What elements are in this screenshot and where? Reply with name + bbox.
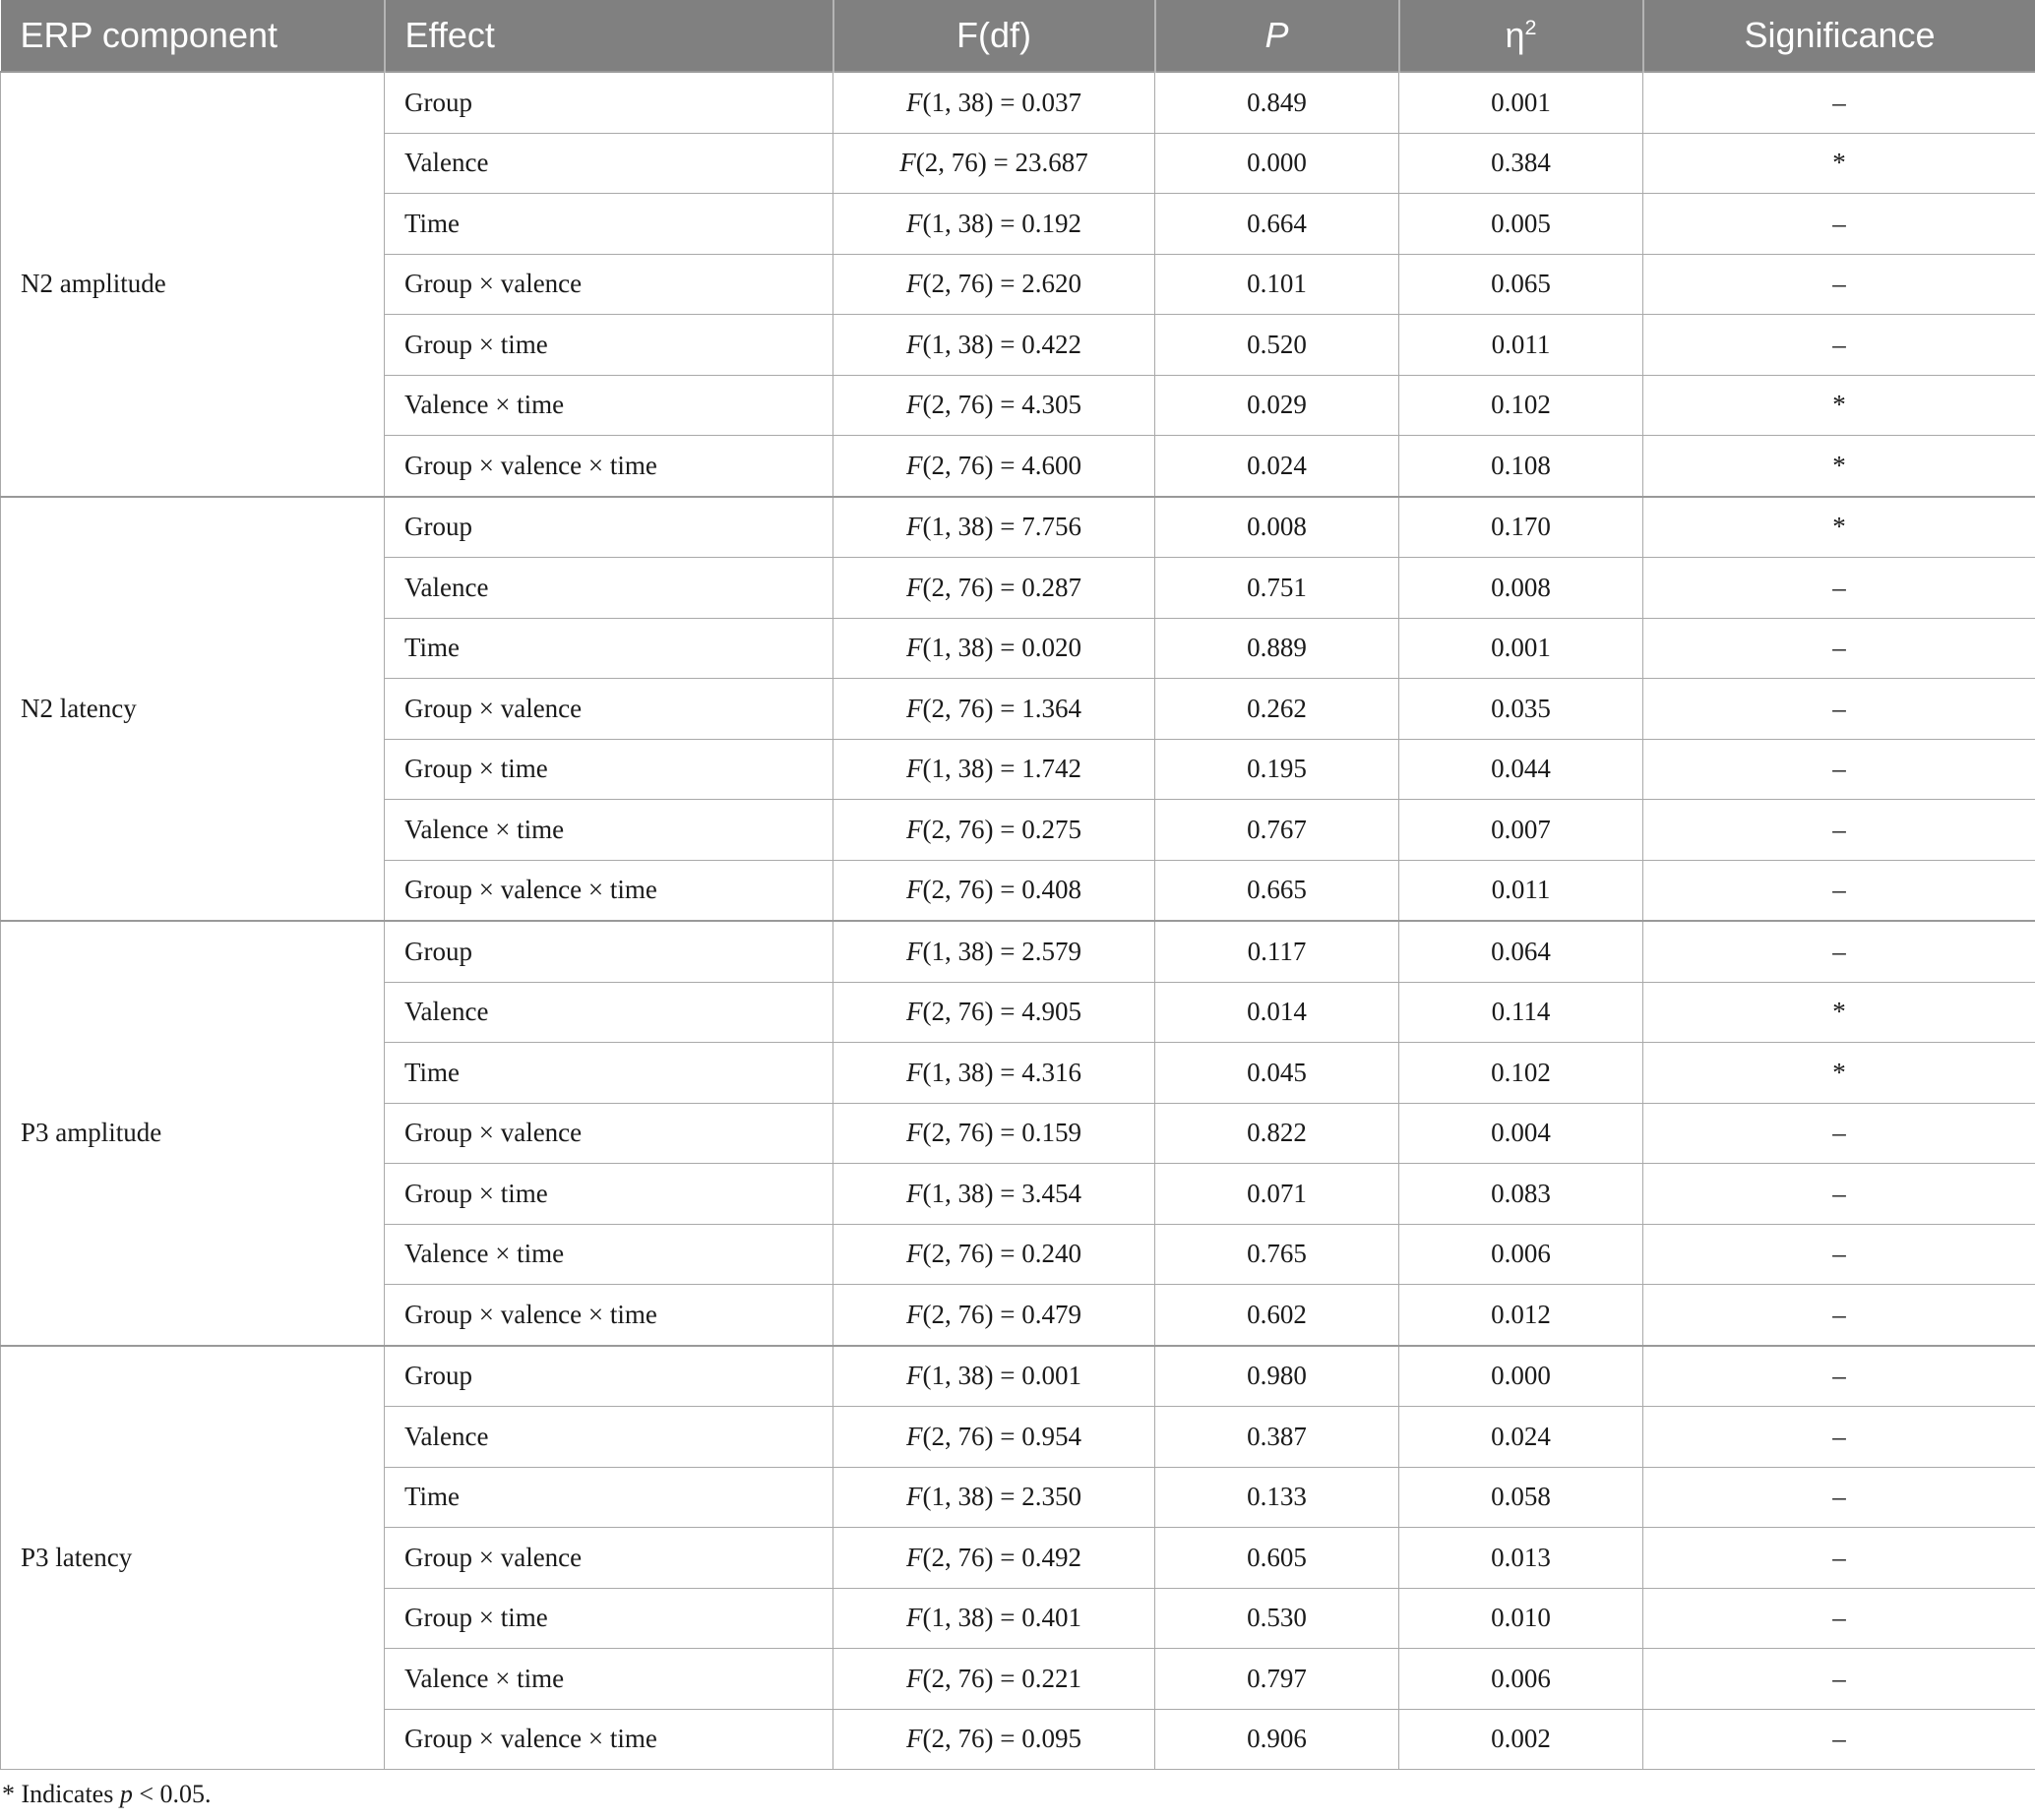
significance-cell: –	[1643, 679, 2035, 740]
footnote-prefix: * Indicates	[2, 1780, 120, 1808]
significance-cell: –	[1643, 1528, 2035, 1589]
effect-cell: Group	[385, 1346, 833, 1407]
eta-squared-cell: 0.108	[1399, 436, 1643, 497]
eta-squared-cell: 0.004	[1399, 1103, 1643, 1164]
erp-component-cell: P3 latency	[1, 1346, 385, 1770]
effect-cell: Valence	[385, 1407, 833, 1468]
f-letter: F	[906, 390, 923, 420]
f-statistic-cell	[833, 497, 1155, 558]
table-header	[1, 0, 2035, 72]
eta-squared-cell: 0.170	[1399, 497, 1643, 558]
header-p	[1155, 0, 1399, 72]
effect-cell: Valence × time	[385, 375, 833, 436]
f-value: (2, 76) = 0.159	[922, 1118, 1081, 1148]
eta-squared-cell: 0.006	[1399, 1649, 1643, 1710]
p-value-cell: 0.029	[1155, 375, 1399, 436]
effect-cell: Valence × time	[385, 1224, 833, 1285]
f-value: (1, 38) = 7.756	[922, 512, 1081, 542]
footnote-p-letter: p	[119, 1780, 133, 1808]
significance-cell: –	[1643, 72, 2035, 133]
f-value: (1, 38) = 0.401	[922, 1603, 1081, 1633]
f-letter: F	[906, 1118, 923, 1148]
significance-cell: –	[1643, 315, 2035, 376]
f-value: (1, 38) = 4.316	[922, 1057, 1081, 1087]
p-value-cell: 0.387	[1155, 1407, 1399, 1468]
p-value-cell: 0.008	[1155, 497, 1399, 558]
significance-cell: *	[1643, 436, 2035, 497]
significance-cell: –	[1643, 1164, 2035, 1225]
effect-cell: Group × valence	[385, 1103, 833, 1164]
significance-cell: –	[1643, 1649, 2035, 1710]
p-value-cell: 0.133	[1155, 1467, 1399, 1528]
eta-squared-cell: 0.005	[1399, 194, 1643, 255]
f-letter: F	[906, 1724, 923, 1754]
eta-squared-cell: 0.013	[1399, 1528, 1643, 1589]
f-value: (1, 38) = 0.422	[922, 329, 1081, 359]
header-significance: Significance	[1643, 0, 2035, 72]
significance-cell: –	[1643, 739, 2035, 800]
eta-squared-cell: 0.065	[1399, 254, 1643, 315]
f-letter: F	[906, 450, 923, 480]
effect-cell: Group × valence	[385, 1528, 833, 1589]
effect-cell: Valence	[385, 133, 833, 194]
p-value-cell: 0.520	[1155, 315, 1399, 376]
effect-cell: Group × valence	[385, 679, 833, 740]
effect-cell: Group	[385, 72, 833, 133]
table-row	[1, 1346, 2035, 1407]
effect-cell: Valence	[385, 982, 833, 1043]
eta-squared-cell: 0.024	[1399, 1407, 1643, 1468]
f-value: (2, 76) = 0.240	[922, 1239, 1081, 1269]
f-letter: F	[906, 875, 923, 905]
eta-squared-cell: 0.058	[1399, 1467, 1643, 1528]
p-value-cell: 0.751	[1155, 558, 1399, 619]
significance-cell: –	[1643, 1346, 2035, 1407]
significance-cell: *	[1643, 375, 2035, 436]
effect-cell: Group × valence × time	[385, 1285, 833, 1346]
significance-cell: –	[1643, 1709, 2035, 1770]
p-value-cell: 0.195	[1155, 739, 1399, 800]
p-value-cell: 0.262	[1155, 679, 1399, 740]
effect-cell: Group × valence × time	[385, 1709, 833, 1770]
f-statistic-cell	[833, 315, 1155, 376]
f-letter: F	[906, 814, 923, 844]
p-value-cell: 0.045	[1155, 1043, 1399, 1104]
f-statistic-cell	[833, 558, 1155, 619]
f-statistic-cell	[833, 254, 1155, 315]
p-value-cell: 0.071	[1155, 1164, 1399, 1225]
f-statistic-cell	[833, 982, 1155, 1043]
f-value: (2, 76) = 0.492	[922, 1542, 1081, 1572]
f-statistic-cell	[833, 375, 1155, 436]
f-value: (1, 38) = 0.192	[922, 208, 1081, 238]
significance-cell: *	[1643, 982, 2035, 1043]
effect-cell: Time	[385, 618, 833, 679]
eta-squared-cell: 0.006	[1399, 1224, 1643, 1285]
f-value: (1, 38) = 1.742	[922, 754, 1081, 784]
p-value-cell: 0.024	[1155, 436, 1399, 497]
p-value-cell: 0.014	[1155, 982, 1399, 1043]
eta-squared-cell: 0.064	[1399, 921, 1643, 982]
significance-cell: –	[1643, 194, 2035, 255]
eta-squared-cell: 0.011	[1399, 860, 1643, 921]
f-statistic-cell	[833, 1467, 1155, 1528]
table-row	[1, 72, 2035, 133]
f-letter: F	[906, 329, 923, 359]
effect-cell: Group × time	[385, 1164, 833, 1225]
f-letter: F	[906, 1361, 923, 1391]
eta-squared-cell: 0.001	[1399, 618, 1643, 679]
eta-squared-cell: 0.102	[1399, 1043, 1643, 1104]
p-value-cell: 0.664	[1155, 194, 1399, 255]
f-statistic-cell	[833, 1528, 1155, 1589]
effect-cell: Time	[385, 1467, 833, 1528]
eta-squared-cell: 0.000	[1399, 1346, 1643, 1407]
p-value-cell: 0.665	[1155, 860, 1399, 921]
effect-cell: Valence × time	[385, 800, 833, 861]
header-row	[1, 0, 2035, 72]
f-value: (2, 76) = 4.600	[922, 450, 1081, 480]
f-statistic-cell	[833, 1407, 1155, 1468]
significance-cell: –	[1643, 618, 2035, 679]
header-eta-squared	[1399, 0, 1643, 72]
f-value: (1, 38) = 0.020	[922, 633, 1081, 663]
significance-cell: *	[1643, 497, 2035, 558]
effect-cell: Group	[385, 921, 833, 982]
header-eta-base: η	[1505, 15, 1525, 55]
f-statistic-cell	[833, 1164, 1155, 1225]
effect-cell: Time	[385, 194, 833, 255]
header-p-label: P	[1264, 15, 1289, 55]
footnote-suffix: < 0.05.	[132, 1780, 212, 1808]
header-effect: Effect	[385, 0, 833, 72]
p-value-cell: 0.797	[1155, 1649, 1399, 1710]
f-statistic-cell	[833, 1285, 1155, 1346]
significance-cell: *	[1643, 1043, 2035, 1104]
effect-cell: Group × valence × time	[385, 436, 833, 497]
f-statistic-cell	[833, 1649, 1155, 1710]
header-eta-sup: 2	[1524, 15, 1537, 39]
f-statistic-cell	[833, 860, 1155, 921]
f-value: (2, 76) = 2.620	[922, 269, 1081, 299]
f-statistic-cell	[833, 436, 1155, 497]
f-statistic-cell	[833, 1043, 1155, 1104]
significance-cell: –	[1643, 1285, 2035, 1346]
f-value: (2, 76) = 0.479	[922, 1299, 1081, 1329]
f-statistic-cell	[833, 679, 1155, 740]
erp-component-cell: P3 amplitude	[1, 921, 385, 1346]
significance-cell: –	[1643, 1103, 2035, 1164]
f-statistic-cell	[833, 1224, 1155, 1285]
significance-cell: –	[1643, 1407, 2035, 1468]
f-letter: F	[906, 997, 923, 1027]
effect-cell: Group × time	[385, 315, 833, 376]
f-statistic-cell	[833, 72, 1155, 133]
p-value-cell: 0.117	[1155, 921, 1399, 982]
f-statistic-cell	[833, 1346, 1155, 1407]
f-letter: F	[906, 1239, 923, 1269]
f-statistic-cell	[833, 800, 1155, 861]
f-value: (2, 76) = 1.364	[922, 693, 1081, 723]
f-statistic-cell	[833, 1103, 1155, 1164]
f-value: (2, 76) = 0.408	[922, 875, 1081, 905]
significance-cell: –	[1643, 1588, 2035, 1649]
effect-cell: Time	[385, 1043, 833, 1104]
p-value-cell: 0.000	[1155, 133, 1399, 194]
f-value: (1, 38) = 3.454	[922, 1178, 1081, 1208]
f-letter: F	[906, 1057, 923, 1087]
p-value-cell: 0.767	[1155, 800, 1399, 861]
eta-squared-cell: 0.083	[1399, 1164, 1643, 1225]
eta-squared-cell: 0.114	[1399, 982, 1643, 1043]
f-letter: F	[899, 148, 916, 178]
effect-cell: Valence × time	[385, 1649, 833, 1710]
f-letter: F	[906, 936, 923, 966]
f-value: (2, 76) = 0.954	[922, 1421, 1081, 1451]
effect-cell: Valence	[385, 558, 833, 619]
eta-squared-cell: 0.035	[1399, 679, 1643, 740]
f-letter: F	[906, 1299, 923, 1329]
eta-squared-cell: 0.001	[1399, 72, 1643, 133]
f-letter: F	[906, 572, 923, 602]
f-value: (1, 38) = 2.350	[922, 1482, 1081, 1512]
significance-cell: –	[1643, 800, 2035, 861]
eta-squared-cell: 0.102	[1399, 375, 1643, 436]
p-value-cell: 0.822	[1155, 1103, 1399, 1164]
significance-cell: –	[1643, 921, 2035, 982]
p-value-cell: 0.849	[1155, 72, 1399, 133]
f-statistic-cell	[833, 1588, 1155, 1649]
f-statistic-cell	[833, 921, 1155, 982]
f-value: (1, 38) = 0.037	[922, 87, 1081, 117]
f-statistic-cell	[833, 739, 1155, 800]
f-statistic-cell	[833, 133, 1155, 194]
significance-cell: –	[1643, 860, 2035, 921]
eta-squared-cell: 0.007	[1399, 800, 1643, 861]
header-f-df: F(df)	[833, 0, 1155, 72]
eta-squared-cell: 0.044	[1399, 739, 1643, 800]
f-letter: F	[906, 1178, 923, 1208]
eta-squared-cell: 0.002	[1399, 1709, 1643, 1770]
p-value-cell: 0.602	[1155, 1285, 1399, 1346]
f-letter: F	[906, 208, 923, 238]
f-statistic-cell	[833, 618, 1155, 679]
p-value-cell: 0.765	[1155, 1224, 1399, 1285]
f-statistic-cell	[833, 194, 1155, 255]
f-value: (2, 76) = 23.687	[915, 148, 1088, 178]
f-value: (2, 76) = 0.221	[922, 1663, 1081, 1693]
f-letter: F	[906, 269, 923, 299]
f-value: (1, 38) = 2.579	[922, 936, 1081, 966]
eta-squared-cell: 0.010	[1399, 1588, 1643, 1649]
table-row	[1, 921, 2035, 982]
p-value-cell: 0.101	[1155, 254, 1399, 315]
header-erp-component: ERP component	[1, 0, 385, 72]
effect-cell: Group × valence × time	[385, 860, 833, 921]
f-statistic-cell	[833, 1709, 1155, 1770]
f-value: (2, 76) = 0.095	[922, 1724, 1081, 1754]
effect-cell: Group	[385, 497, 833, 558]
f-value: (2, 76) = 4.305	[922, 390, 1081, 420]
significance-cell: –	[1643, 254, 2035, 315]
f-letter: F	[906, 87, 923, 117]
eta-squared-cell: 0.008	[1399, 558, 1643, 619]
significance-cell: –	[1643, 1224, 2035, 1285]
f-value: (2, 76) = 4.905	[922, 997, 1081, 1027]
f-letter: F	[906, 754, 923, 784]
f-letter: F	[906, 693, 923, 723]
effect-cell: Group × time	[385, 1588, 833, 1649]
table-footnote	[2, 1780, 212, 1809]
f-letter: F	[906, 512, 923, 542]
f-letter: F	[906, 1482, 923, 1512]
f-value: (2, 76) = 0.275	[922, 814, 1081, 844]
p-value-cell: 0.889	[1155, 618, 1399, 679]
f-letter: F	[906, 633, 923, 663]
eta-squared-cell: 0.011	[1399, 315, 1643, 376]
f-value: (1, 38) = 0.001	[922, 1361, 1081, 1391]
p-value-cell: 0.605	[1155, 1528, 1399, 1589]
table-body	[1, 72, 2035, 1770]
f-letter: F	[906, 1421, 923, 1451]
eta-squared-cell: 0.012	[1399, 1285, 1643, 1346]
significance-cell: *	[1643, 133, 2035, 194]
erp-component-cell: N2 latency	[1, 497, 385, 922]
significance-cell: –	[1643, 558, 2035, 619]
erp-component-cell: N2 amplitude	[1, 72, 385, 497]
p-value-cell: 0.530	[1155, 1588, 1399, 1649]
f-letter: F	[906, 1603, 923, 1633]
effect-cell: Group × time	[385, 739, 833, 800]
table-row	[1, 497, 2035, 558]
effect-cell: Group × valence	[385, 254, 833, 315]
p-value-cell: 0.906	[1155, 1709, 1399, 1770]
eta-squared-cell: 0.384	[1399, 133, 1643, 194]
p-value-cell: 0.980	[1155, 1346, 1399, 1407]
f-value: (2, 76) = 0.287	[922, 572, 1081, 602]
significance-cell: –	[1643, 1467, 2035, 1528]
f-letter: F	[906, 1542, 923, 1572]
f-letter: F	[906, 1663, 923, 1693]
